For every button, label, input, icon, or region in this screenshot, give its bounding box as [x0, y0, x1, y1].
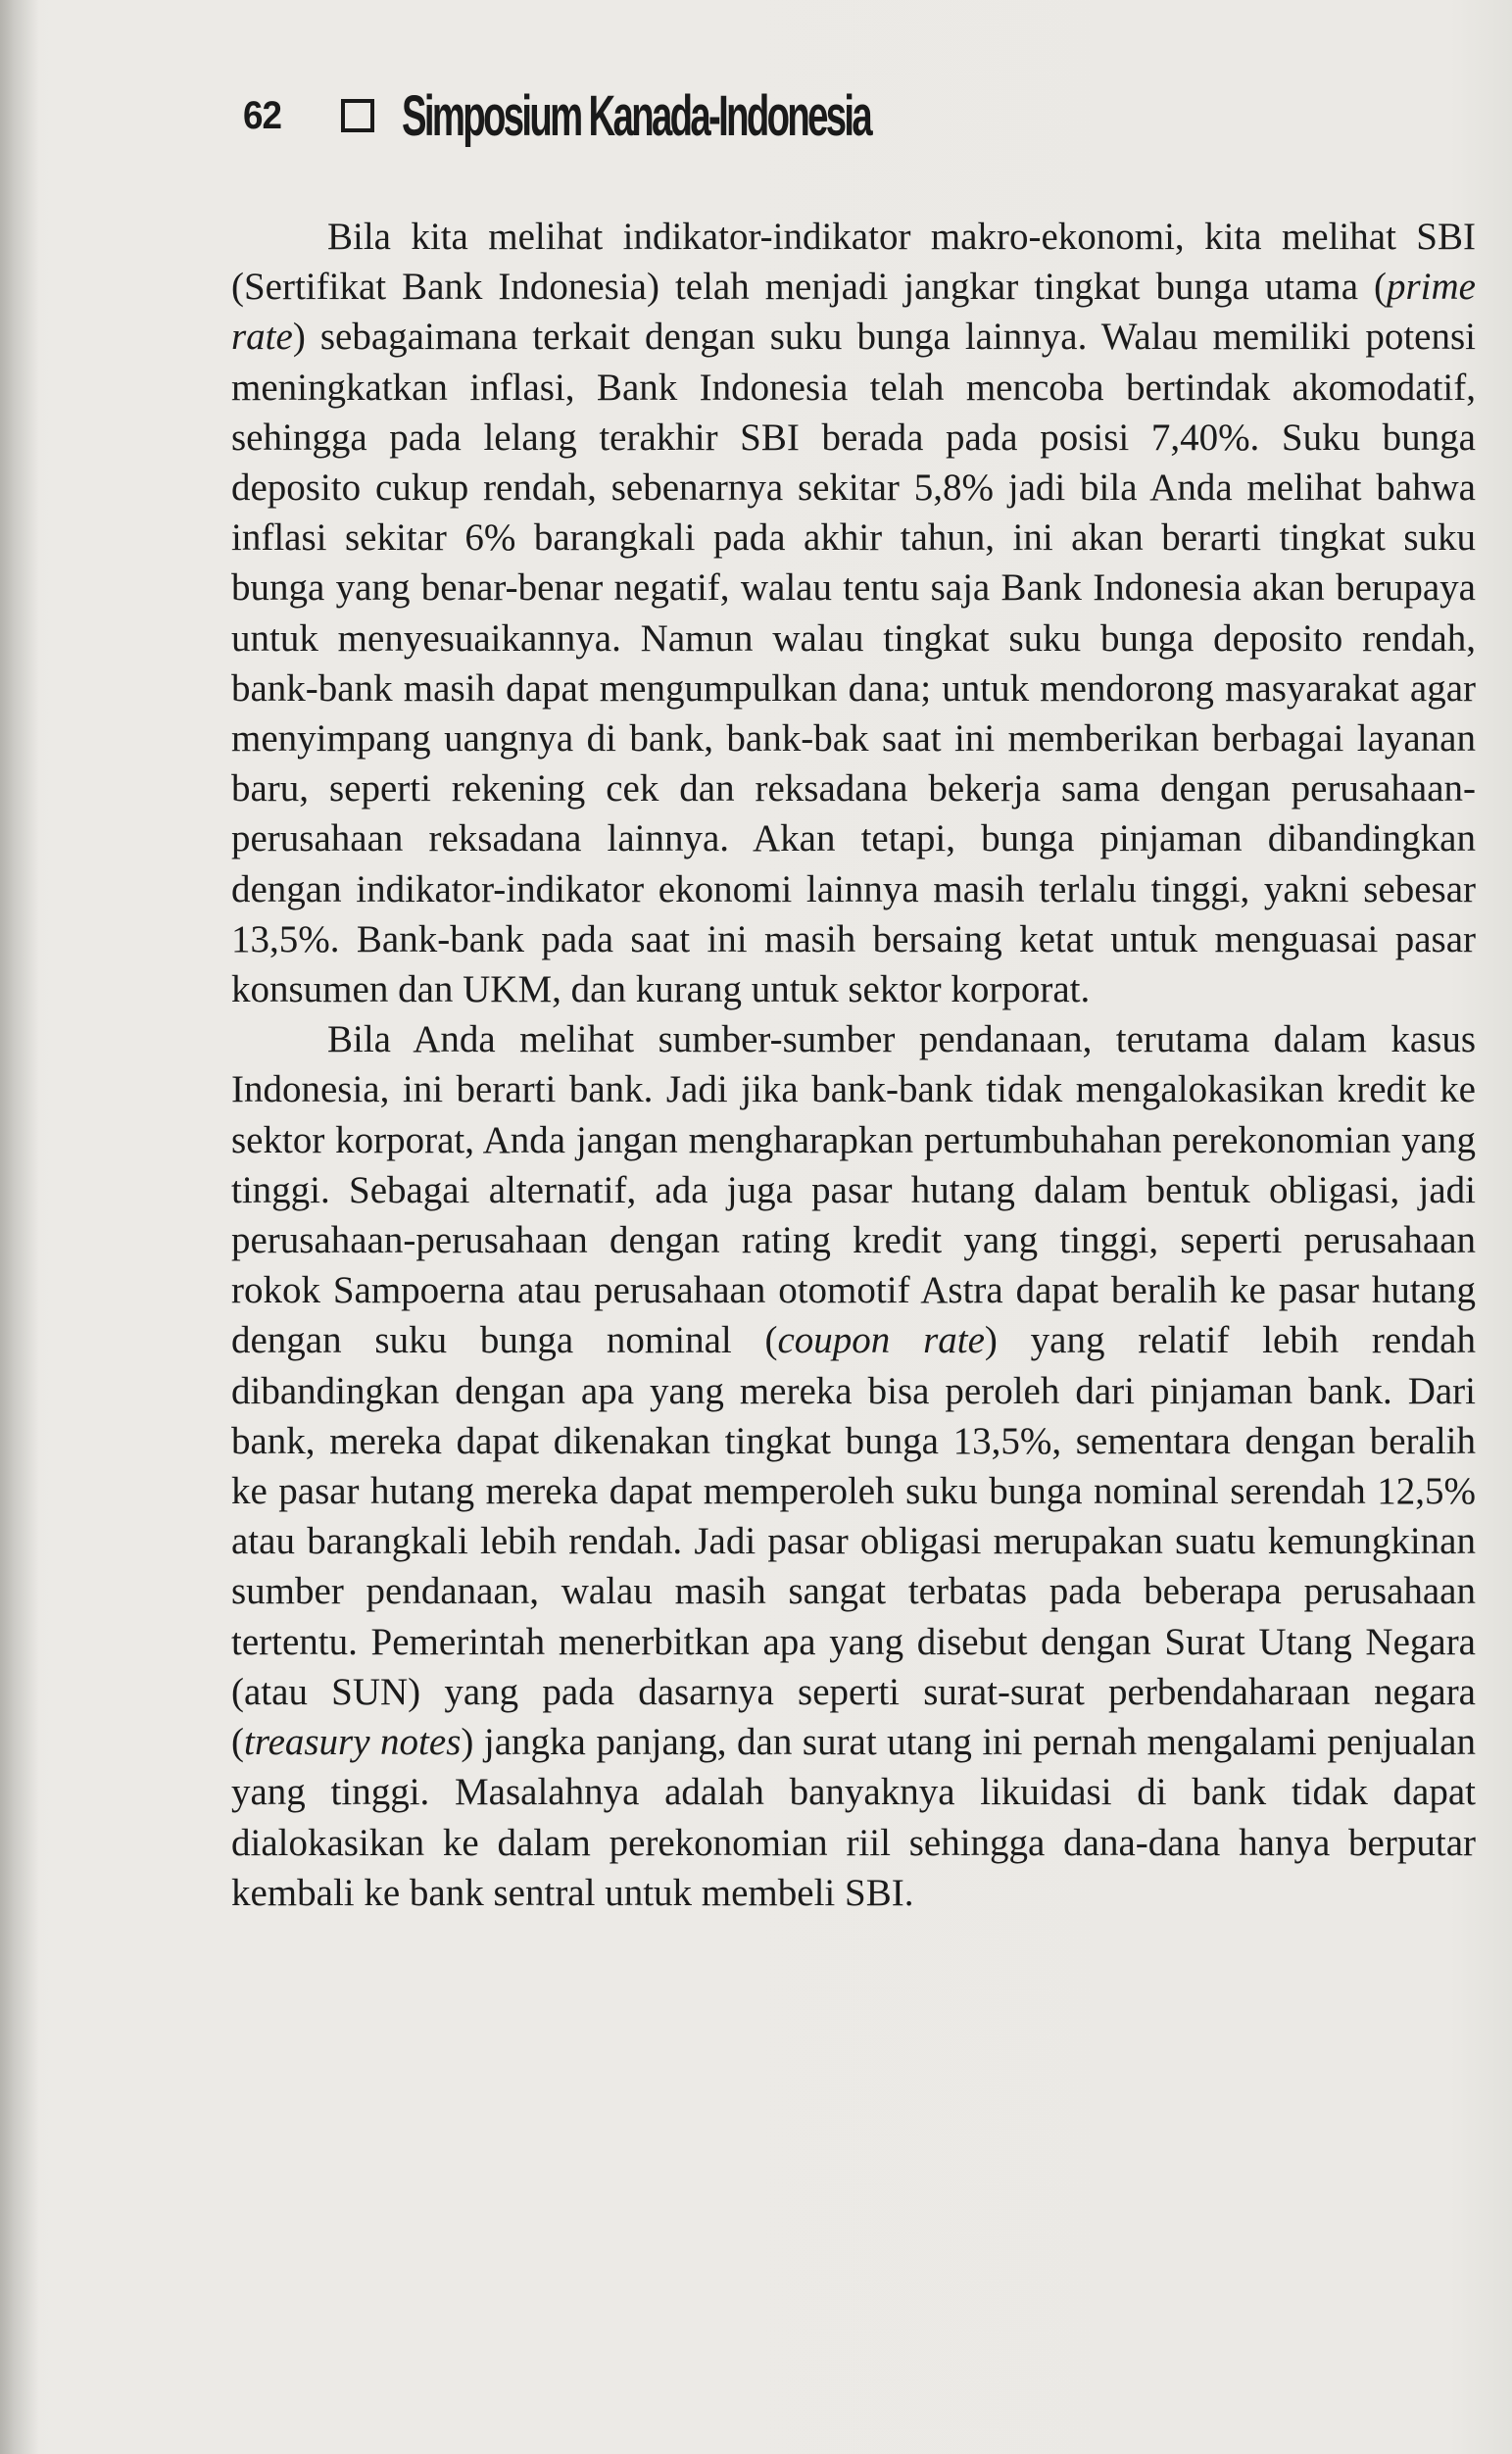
square-box-icon — [341, 99, 374, 132]
text-segment: ) sebagaimana terkait dengan suku bunga lainnya. Walau memiliki potensi meningkatkan inflasi, Bank Indonesia telah mencoba bertindak akomodatif, sehingga pada lelang terakhir SBI berada pada posisi 7,40%. Suku bunga deposito cukup rendah, sebenarnya sekitar 5,8% jadi bila Anda melihat bahwa inflasi sekitar 6% barangkali pada akhir tahun, ini akan berarti tingkat suku bunga yang benar-benar negatif, walau tentu saja Bank Indonesia akan berupaya untuk menyesuaikannya. Namun walau tingkat suku bunga deposito rendah, bank-bank masih dapat mengumpulkan dana; untuk mendorong masyarakat agar menyimpang uangnya di bank, bank-bak saat ini memberikan berbagai layanan baru, seperti rekening cek dan reksadana bekerja sama dengan perusahaan-perusahaan reksadana lainnya. Akan tetapi, bunga pinjaman dibandingkan dengan indikator-indikator ekonomi lainnya masih terlalu tinggi, yakni sebesar 13,5%. Bank-bank pada saat ini masih bersaing ketat untuk menguasai pasar konsumen dan UKM, dan kurang untuk sektor korporat. — [231, 316, 1476, 1011]
body-text — [231, 212, 1476, 1918]
paragraph-2 — [231, 1014, 1476, 1918]
italic-term: treasury notes — [244, 1721, 462, 1764]
text-segment: Bila kita melihat indikator-indikator makro-ekonomi, kita melihat SBI (Sertifikat Bank Indonesia) telah menjadi jangkar tingkat bunga utama ( — [231, 216, 1476, 309]
italic-term: prime rate — [231, 266, 1476, 359]
text-segment: ) jangka panjang, dan surat utang ini pernah mengalami penjualan yang tinggi. Masalahnya adalah banyaknya likuidasi di bank tidak dapat dialokasikan ke dalam perekonomian riil sehingga dana-dana hanya berputar kembali ke bank sentral untuk membeli SBI. — [231, 1721, 1476, 1914]
text-segment: ) yang relatif lebih rendah dibandingkan dengan apa yang mereka bisa peroleh dari pinjaman bank. Dari bank, mereka dapat dikenakan tingkat bunga 13,5%, sementara dengan beralih ke pasar hutang mereka dapat memperoleh suku bunga nominal serendah 12,5% atau barangkali lebih rendah. Jadi pasar obligasi merupakan suatu kemungkinan sumber pendanaan, walau masih sangat terbatas pada beberapa perusahaan tertentu. Pemerintah menerbitkan apa yang disebut dengan Surat Utang Negara (atau SUN) yang pada dasarnya seperti surat-surat perbendaharaan negara ( — [231, 1319, 1476, 1764]
page-header — [243, 76, 1111, 155]
running-title: Simposium Kanada-Indonesia — [402, 83, 871, 148]
page-number: 62 — [243, 93, 282, 137]
italic-term: coupon rate — [777, 1319, 985, 1362]
paragraph-1 — [231, 212, 1476, 1014]
spine-shadow — [0, 0, 39, 2454]
text-segment: Bila Anda melihat sumber-sumber pendanaan, terutama dalam kasus Indonesia, ini berarti bank. Jadi jika bank-bank tidak mengalokasikan kredit ke sektor korporat, Anda jangan mengharapkan pertumbuhahan perekonomian yang tinggi. Sebagai alternatif, ada juga pasar hutang dalam bentuk obligasi, jadi perusahaan-perusahaan dengan rating kredit yang tinggi, seperti perusahaan rokok Sampoerna atau perusahaan otomotif Astra dapat beralih ke pasar hutang dengan suku bunga nominal ( — [231, 1018, 1476, 1362]
